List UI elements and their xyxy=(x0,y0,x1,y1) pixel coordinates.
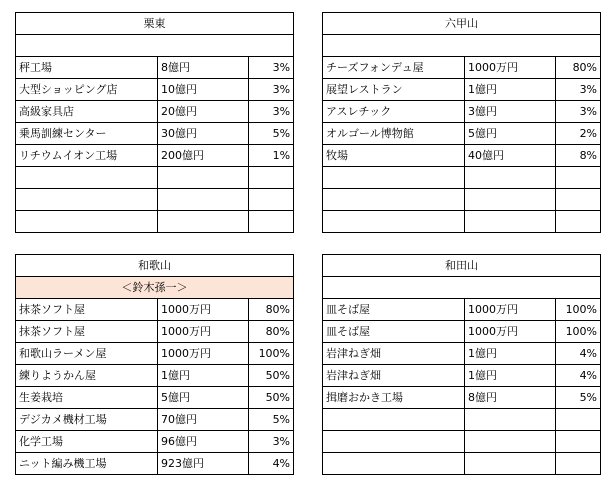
name-cell[interactable]: アスレチック xyxy=(323,101,465,123)
empty-row xyxy=(16,167,294,189)
percent-cell[interactable]: 50% xyxy=(249,365,294,387)
empty-cell[interactable] xyxy=(16,211,158,233)
table-row xyxy=(323,343,601,365)
empty-cell[interactable] xyxy=(16,189,158,211)
percent-cell[interactable]: 80% xyxy=(249,321,294,343)
table-title[interactable]: 和歌山 xyxy=(16,255,294,277)
name-cell[interactable]: 生姜栽培 xyxy=(16,387,158,409)
percent-cell[interactable]: 3% xyxy=(249,79,294,101)
table-row xyxy=(16,387,294,409)
amount-cell[interactable]: 200億円 xyxy=(158,145,249,167)
empty-cell[interactable] xyxy=(465,453,556,475)
amount-cell[interactable]: 70億円 xyxy=(158,409,249,431)
table-rittou xyxy=(15,12,294,233)
percent-cell[interactable]: 3% xyxy=(249,57,294,79)
amount-cell[interactable]: 1000万円 xyxy=(158,321,249,343)
empty-cell[interactable] xyxy=(16,35,294,57)
empty-cell[interactable] xyxy=(323,409,465,431)
table-row xyxy=(16,453,294,475)
table-grid xyxy=(15,12,294,233)
percent-cell[interactable]: 3% xyxy=(249,431,294,453)
table-row xyxy=(16,101,294,123)
title-row xyxy=(323,255,601,277)
table-row xyxy=(323,321,601,343)
percent-cell[interactable]: 100% xyxy=(249,343,294,365)
empty-cell[interactable] xyxy=(323,277,601,299)
amount-cell[interactable]: 8億円 xyxy=(158,57,249,79)
amount-cell[interactable]: 10億円 xyxy=(158,79,249,101)
table-row xyxy=(16,123,294,145)
table-grid xyxy=(15,254,294,475)
name-cell[interactable]: 秤工場 xyxy=(16,57,158,79)
empty-row xyxy=(323,431,601,453)
empty-cell[interactable] xyxy=(556,409,601,431)
empty-cell[interactable] xyxy=(556,189,601,211)
amount-cell[interactable]: 40億円 xyxy=(465,145,556,167)
name-cell[interactable]: 和歌山ラーメン屋 xyxy=(16,343,158,365)
empty-cell[interactable] xyxy=(158,167,249,189)
amount-cell[interactable]: 1000万円 xyxy=(158,343,249,365)
title-row xyxy=(323,13,601,35)
amount-cell[interactable]: 1000万円 xyxy=(465,321,556,343)
table-row xyxy=(323,101,601,123)
empty-cell[interactable] xyxy=(158,189,249,211)
table-title[interactable]: 栗東 xyxy=(16,13,294,35)
percent-cell[interactable]: 8% xyxy=(556,145,601,167)
table-row xyxy=(16,409,294,431)
table-row xyxy=(323,79,601,101)
percent-cell[interactable]: 5% xyxy=(249,123,294,145)
empty-cell[interactable] xyxy=(16,167,158,189)
table-grid xyxy=(322,254,601,475)
table-title[interactable]: 和田山 xyxy=(323,255,601,277)
subtitle-row xyxy=(16,277,294,299)
percent-cell[interactable]: 4% xyxy=(556,365,601,387)
name-cell[interactable]: チーズフォンデュ屋 xyxy=(323,57,465,79)
name-cell[interactable]: 抹茶ソフト屋 xyxy=(16,321,158,343)
amount-cell[interactable]: 30億円 xyxy=(158,123,249,145)
table-subtitle[interactable]: ＜鈴木孫一＞ xyxy=(16,277,294,299)
table-grid xyxy=(322,12,601,233)
percent-cell[interactable]: 3% xyxy=(556,101,601,123)
name-cell[interactable]: リチウムイオン工場 xyxy=(16,145,158,167)
name-cell[interactable]: ニット編み機工場 xyxy=(16,453,158,475)
name-cell[interactable]: 乗馬訓練センター xyxy=(16,123,158,145)
empty-row xyxy=(323,277,601,299)
empty-cell[interactable] xyxy=(465,409,556,431)
percent-cell[interactable]: 2% xyxy=(556,123,601,145)
table-row xyxy=(323,57,601,79)
table-row xyxy=(16,365,294,387)
empty-cell[interactable] xyxy=(323,211,465,233)
table-title[interactable]: 六甲山 xyxy=(323,13,601,35)
percent-cell[interactable]: 80% xyxy=(249,299,294,321)
table-rokkosan xyxy=(322,12,600,233)
amount-cell[interactable]: 3億円 xyxy=(465,101,556,123)
percent-cell[interactable]: 4% xyxy=(249,453,294,475)
table-row xyxy=(16,321,294,343)
table-row xyxy=(16,57,294,79)
name-cell[interactable]: デジカメ機材工場 xyxy=(16,409,158,431)
name-cell[interactable]: 皿そば屋 xyxy=(323,299,465,321)
name-cell[interactable]: 抹茶ソフト屋 xyxy=(16,299,158,321)
name-cell[interactable]: 岩津ねぎ畑 xyxy=(323,343,465,365)
empty-row xyxy=(16,189,294,211)
empty-cell[interactable] xyxy=(323,167,465,189)
percent-cell[interactable]: 1% xyxy=(249,145,294,167)
amount-cell[interactable]: 1億円 xyxy=(465,79,556,101)
empty-cell[interactable] xyxy=(556,431,601,453)
title-row xyxy=(16,13,294,35)
table-row xyxy=(16,79,294,101)
empty-cell[interactable] xyxy=(556,453,601,475)
amount-cell[interactable]: 923億円 xyxy=(158,453,249,475)
name-cell[interactable]: 岩津ねぎ畑 xyxy=(323,365,465,387)
name-cell[interactable]: 皿そば屋 xyxy=(323,321,465,343)
empty-cell[interactable] xyxy=(249,211,294,233)
table-row xyxy=(323,123,601,145)
name-cell[interactable]: 大型ショッピング店 xyxy=(16,79,158,101)
name-cell[interactable]: 揖磨おかき工場 xyxy=(323,387,465,409)
empty-cell[interactable] xyxy=(556,211,601,233)
empty-cell[interactable] xyxy=(323,431,465,453)
empty-row xyxy=(323,35,601,57)
percent-cell[interactable]: 5% xyxy=(556,387,601,409)
percent-cell[interactable]: 50% xyxy=(249,387,294,409)
amount-cell[interactable]: 96億円 xyxy=(158,431,249,453)
table-row xyxy=(16,299,294,321)
empty-row xyxy=(16,35,294,57)
percent-cell[interactable]: 5% xyxy=(249,409,294,431)
name-cell[interactable]: オルゴール博物館 xyxy=(323,123,465,145)
percent-cell[interactable]: 100% xyxy=(556,321,601,343)
amount-cell[interactable]: 1億円 xyxy=(158,365,249,387)
empty-cell[interactable] xyxy=(465,167,556,189)
name-cell[interactable]: 牧場 xyxy=(323,145,465,167)
percent-cell[interactable]: 3% xyxy=(556,79,601,101)
name-cell[interactable]: 高級家具店 xyxy=(16,101,158,123)
empty-cell[interactable] xyxy=(556,167,601,189)
amount-cell[interactable]: 20億円 xyxy=(158,101,249,123)
amount-cell[interactable]: 1億円 xyxy=(465,365,556,387)
percent-cell[interactable]: 3% xyxy=(249,101,294,123)
empty-cell[interactable] xyxy=(249,167,294,189)
table-wadayama xyxy=(322,254,600,475)
table-wakayama xyxy=(15,254,294,475)
name-cell[interactable]: 練りようかん屋 xyxy=(16,365,158,387)
empty-cell[interactable] xyxy=(465,211,556,233)
table-row xyxy=(323,365,601,387)
name-cell[interactable]: 化学工場 xyxy=(16,431,158,453)
table-row xyxy=(323,299,601,321)
amount-cell[interactable]: 1000万円 xyxy=(465,57,556,79)
empty-row xyxy=(323,453,601,475)
table-row xyxy=(323,145,601,167)
amount-cell[interactable]: 8億円 xyxy=(465,387,556,409)
title-row xyxy=(16,255,294,277)
empty-cell[interactable] xyxy=(323,453,465,475)
empty-cell[interactable] xyxy=(249,189,294,211)
empty-cell[interactable] xyxy=(323,35,601,57)
table-row xyxy=(16,343,294,365)
empty-row xyxy=(323,211,601,233)
percent-cell[interactable]: 80% xyxy=(556,57,601,79)
empty-row xyxy=(323,189,601,211)
table-row xyxy=(16,431,294,453)
empty-cell[interactable] xyxy=(158,211,249,233)
percent-cell[interactable]: 4% xyxy=(556,343,601,365)
empty-row xyxy=(16,211,294,233)
amount-cell[interactable]: 5億円 xyxy=(158,387,249,409)
empty-cell[interactable] xyxy=(323,189,465,211)
empty-row xyxy=(323,409,601,431)
amount-cell[interactable]: 1億円 xyxy=(465,343,556,365)
empty-row xyxy=(323,167,601,189)
percent-cell[interactable]: 100% xyxy=(556,299,601,321)
amount-cell[interactable]: 1000万円 xyxy=(158,299,249,321)
table-row xyxy=(16,145,294,167)
amount-cell[interactable]: 5億円 xyxy=(465,123,556,145)
empty-cell[interactable] xyxy=(465,431,556,453)
empty-cell[interactable] xyxy=(465,189,556,211)
amount-cell[interactable]: 1000万円 xyxy=(465,299,556,321)
name-cell[interactable]: 展望レストラン xyxy=(323,79,465,101)
table-row xyxy=(323,387,601,409)
